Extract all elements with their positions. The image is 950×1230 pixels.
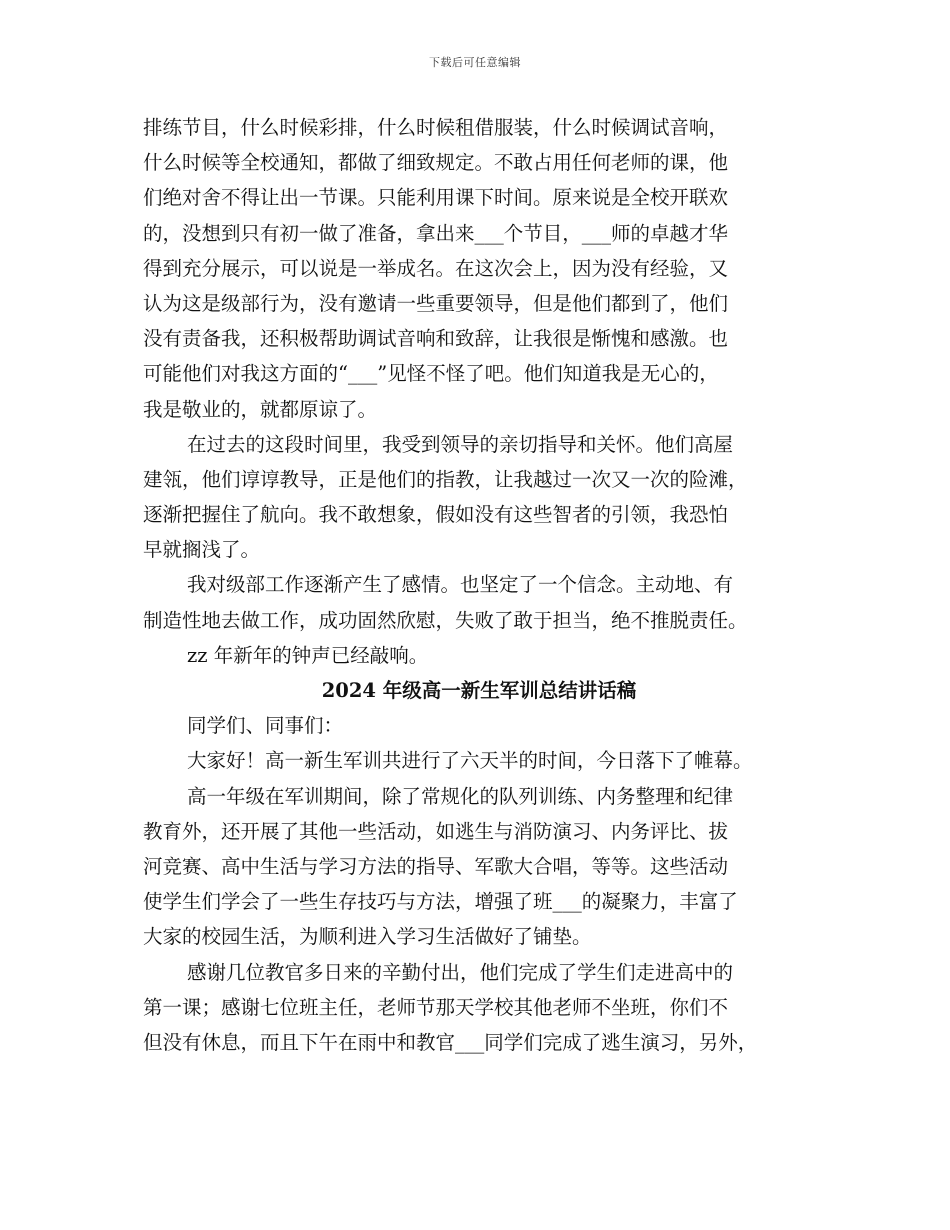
text-line: 们绝对舍不得让出一节课。只能利用课下时间。原来说是全校开联欢	[143, 186, 729, 210]
text-line: 的，没想到只有初一做了准备，拿出来___个节目，___师的卓越才华	[143, 221, 729, 245]
text-line: 我对级部工作逐渐产生了感情。也坚定了一个信念。主动地、有	[187, 573, 734, 597]
text-line: 制造性地去做工作，成功固然欣慰，失败了敢于担当，绝不推脱责任。	[143, 608, 748, 632]
text-line: 第一课；感谢七位班主任，老师节那天学校其他老师不坐班，你们不	[143, 995, 729, 1019]
text-line: 在过去的这段时间里，我受到领导的亲切指导和关怀。他们高屋	[187, 432, 734, 456]
text-line: 感谢几位教官多日来的辛勤付出，他们完成了学生们走进高中的	[187, 960, 734, 984]
text-line: 但没有休息，而且下午在雨中和教官___同学们完成了逃生演习，另外，	[143, 1030, 758, 1054]
paragraph-7	[143, 779, 815, 955]
text-line: 大家好！高一新生军训共进行了六天半的时间，今日落下了帷幕。	[187, 749, 753, 773]
page-header: 下载后可任意编辑	[429, 56, 521, 69]
text-line: 教育外，还开展了其他一些活动，如逃生与消防演习、内务评比、拔	[143, 819, 729, 843]
document-body	[143, 110, 815, 1060]
text-line: 可能他们对我这方面的“___”见怪不怪了吧。他们知道我是无心的，	[143, 362, 719, 386]
text-line: 河竞赛、高中生活与学习方法的指导、军歌大合唱，等等。这些活动	[143, 854, 729, 878]
paragraph-2	[143, 427, 815, 568]
paragraph-3	[143, 567, 815, 637]
text-line: 大家的校园生活，为顺利进入学习生活做好了铺垫。	[143, 925, 592, 949]
paragraph-4	[143, 638, 815, 673]
text-line: 得到充分展示，可以说是一举成名。在这次会上，因为没有经验，又	[143, 256, 729, 280]
text-line: 早就搁浅了。	[143, 538, 261, 562]
text-line: 使学生们学会了一些生存技巧与方法，增强了班___的凝聚力，丰富了	[143, 890, 738, 914]
text-line: 认为这是级部行为，没有邀请一些重要领导，但是他们都到了，他们	[143, 291, 729, 315]
paragraph-1	[143, 110, 815, 427]
text-line: 建瓴，他们谆谆教导，正是他们的指教，让我越过一次又一次的险滩，	[143, 467, 748, 491]
text-line: 什么时候等全校通知，都做了细致规定。不敢占用任何老师的课，他	[143, 151, 729, 175]
paragraph-8	[143, 955, 815, 1061]
text-line: 我是敬业的，就都原谅了。	[143, 397, 378, 421]
text-line: 没有责备我，还积极帮助调试音响和致辞，让我很是惭愧和感激。也	[143, 327, 729, 351]
paragraph-5	[143, 708, 815, 743]
text-line: 排练节目，什么时候彩排，什么时候租借服装，什么时候调试音响，	[143, 116, 729, 139]
paragraph-6	[143, 743, 815, 778]
text-line: 逐渐把握住了航向。我不敢想象，假如没有这些智者的引领，我恐怕	[143, 503, 729, 527]
section-title: 2024 年级高一新生军训总结讲话稿	[321, 679, 637, 702]
text-line: zz 年新年的钟声已经敲响。	[187, 643, 429, 667]
text-line: 高一年级在军训期间，除了常规化的队列训练、内务整理和纪律	[187, 784, 734, 808]
text-line: 同学们、同事们：	[187, 714, 344, 738]
